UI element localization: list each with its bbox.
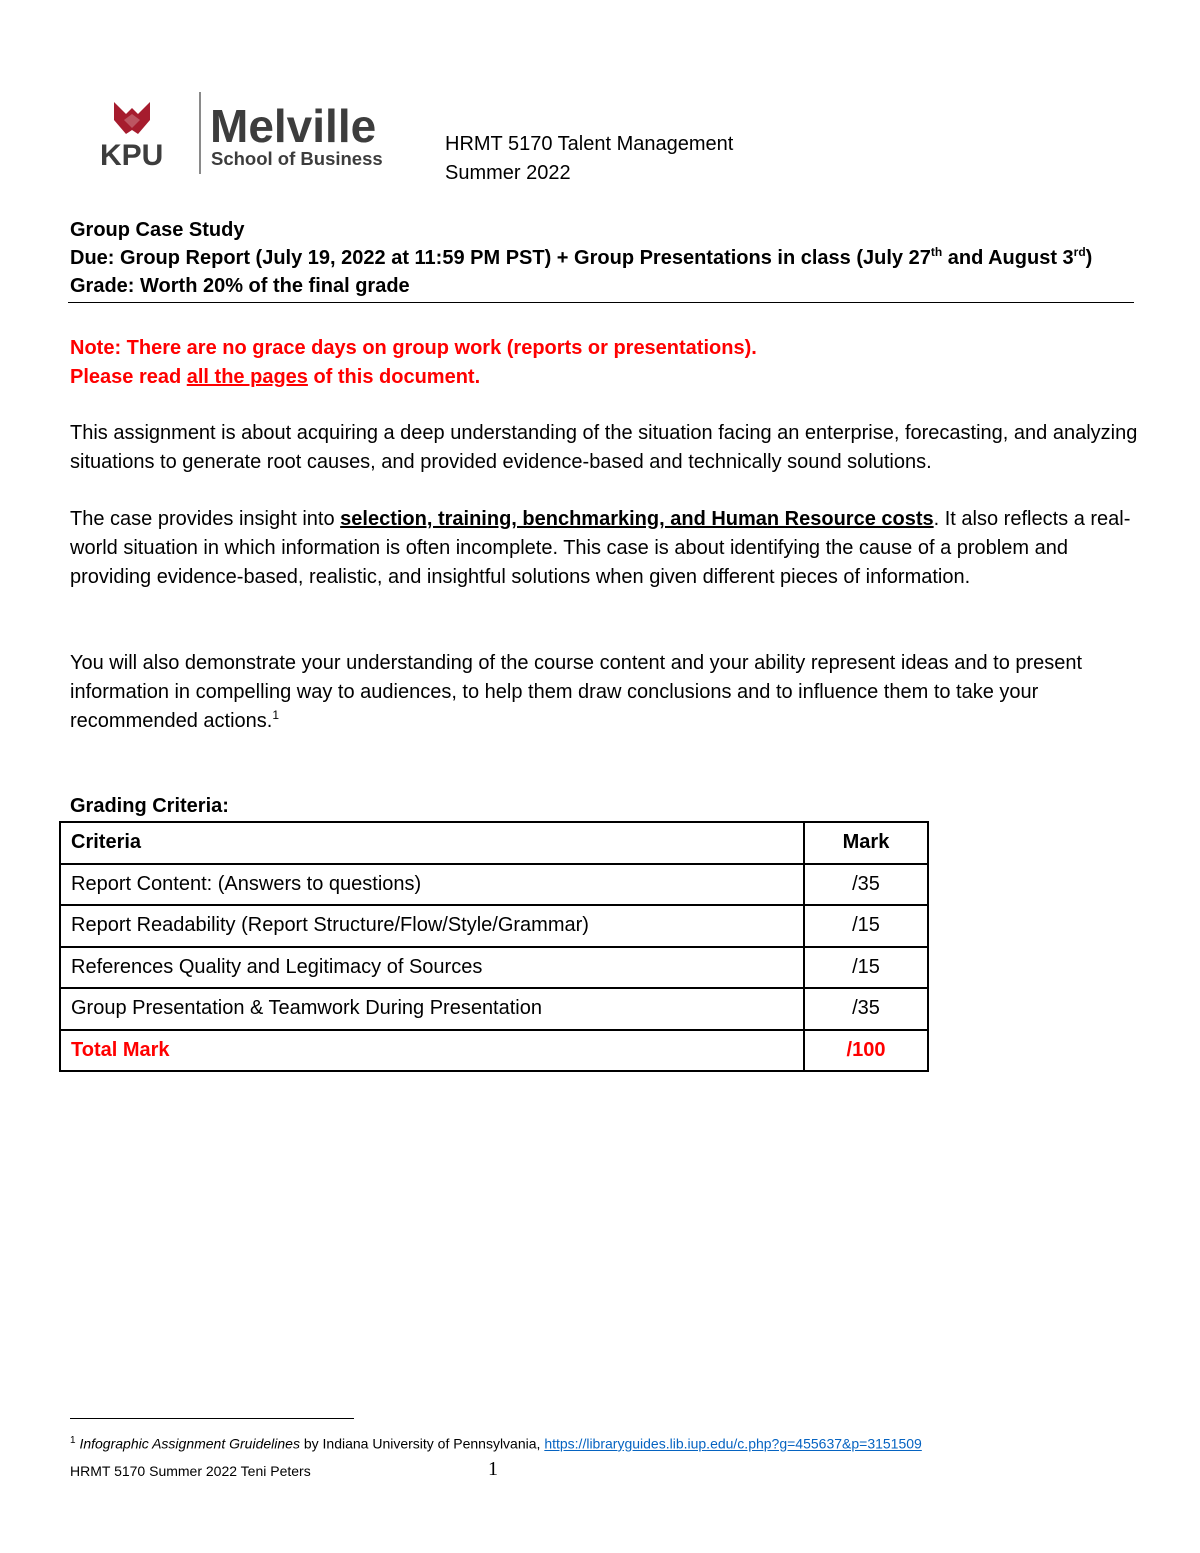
assignment-heading: Group Case Study <box>70 219 245 241</box>
assignment-header <box>70 216 1132 300</box>
logo-melville-text: Melville <box>210 100 377 152</box>
page-number: 1 <box>488 1458 498 1480</box>
table-row <box>60 947 928 989</box>
criteria-cell: Report Readability (Report Structure/Flow/Style/Grammar) <box>60 905 804 947</box>
paragraph-case-insight: The case provides insight into selection, training, benchmarking, and Human Resource costs. It also reflects a real-world situation in which information is often incomplete. This case is about identifying the cause of a problem and providing evidence-based, realistic, and insightful solutions when given different pieces of information. <box>70 508 1131 588</box>
criteria-header: Criteria <box>60 822 804 864</box>
mark-cell: /15 <box>804 947 928 989</box>
all-pages-emphasis: all the pages <box>186 365 308 388</box>
course-term: Summer 2022 <box>445 162 571 184</box>
course-title: HRMT 5170 Talent Management <box>445 133 734 155</box>
grading-criteria-title: Grading Criteria: <box>70 795 229 817</box>
footnote-number: 1 <box>70 1435 76 1446</box>
criteria-cell: Report Content: (Answers to questions) <box>60 864 804 906</box>
logo-school-text: School of Business <box>211 148 383 169</box>
total-label: Total Mark <box>60 1030 804 1072</box>
footnote-title: Infographic Assignment Gruidelines <box>79 1435 300 1452</box>
criteria-cell: References Quality and Legitimacy of Sources <box>60 947 804 989</box>
table-row <box>60 905 928 947</box>
grace-note-line1: Note: There are no grace days on group work (reports or presentations). <box>70 337 757 359</box>
course-header <box>445 130 733 188</box>
table-header-row <box>60 822 928 864</box>
total-mark: /100 <box>804 1030 928 1072</box>
grading-table <box>59 821 929 1072</box>
paragraph-intro: This assignment is about acquiring a deep understanding of the situation facing an enterprise, forecasting, and analyzing situations to generate root causes, and provided evidence-based and technically sound solutions. <box>70 422 1138 473</box>
grace-note-line2: Please read all the pages of this document. <box>70 365 481 388</box>
table-row <box>60 988 928 1030</box>
footnote-divider <box>70 1418 354 1419</box>
kpu-bird-icon <box>100 90 420 180</box>
footnote: $^1$ Infographic Assignment Gruidelines by Indiana University of Pennsylvania, https://libraryguides.lib.iup.edu/c.php?g=455637&p=3151509 <box>70 1435 922 1452</box>
case-topics-emphasis: selection, training, benchmarking, and Human Resource costs <box>340 508 934 530</box>
footnote-link[interactable]: https://libraryguides.lib.iup.edu/c.php?g=455637&p=3151509 <box>544 1435 922 1452</box>
mark-cell: /35 <box>804 988 928 1030</box>
table-row <box>60 864 928 906</box>
criteria-cell: Group Presentation & Teamwork During Presentation <box>60 988 804 1030</box>
mark-header: Mark <box>804 822 928 864</box>
paragraph-demonstrate: You will also demonstrate your understanding of the course content and your ability represent ideas and to present information in compelling way to audiences, to help them draw conclusions and to influence them to take your recommended actions.$^1$ <box>70 652 1083 732</box>
footnote-ref[interactable]: 1 <box>272 707 280 722</box>
kpu-melville-logo <box>100 90 420 180</box>
logo-kpu-text: KPU <box>100 139 164 172</box>
mark-cell: /15 <box>804 905 928 947</box>
header-divider <box>68 302 1134 303</box>
footer-text: HRMT 5170 Summer 2022 Teni Peters <box>70 1463 311 1479</box>
assignment-due: Due: Group Report (July 19, 2022 at 11:59 PM PST) + Group Presentations in class (July 27th and August 3rd) <box>70 245 1093 269</box>
assignment-grade: Grade: Worth 20% of the final grade <box>70 275 410 297</box>
grace-note <box>70 334 1140 392</box>
total-row <box>60 1030 928 1072</box>
mark-cell: /35 <box>804 864 928 906</box>
